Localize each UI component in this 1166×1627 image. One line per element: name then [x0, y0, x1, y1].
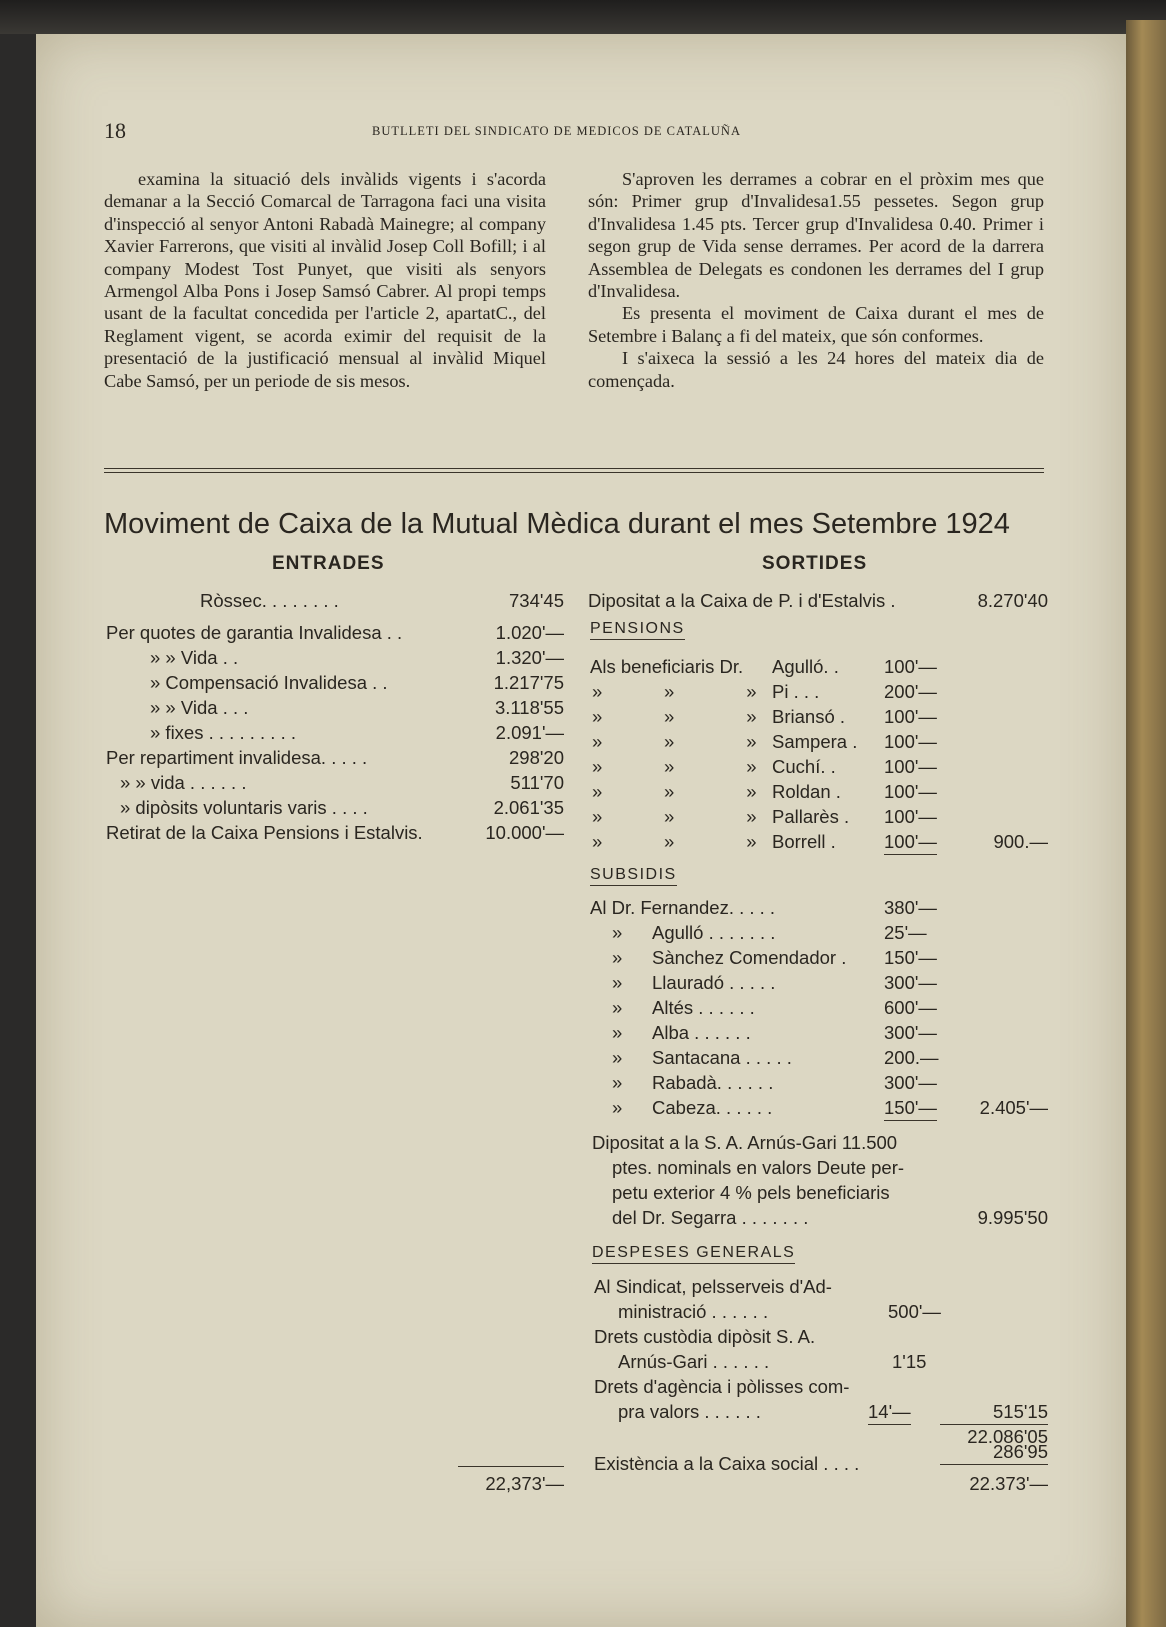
- subsidis-heading: SUBSIDIS: [590, 866, 677, 886]
- ditto-mark: »: [612, 972, 623, 993]
- deposit-label: Dipositat a la Caixa de P. i d'Estalvis .: [588, 590, 896, 611]
- page-title: Moviment de Caixa de la Mutual Mèdica durant el mes Setembre 1924: [104, 508, 1010, 540]
- entrada-amount: 2.091'—: [495, 722, 564, 743]
- entrada-label: » Compensació Invalidesa . .: [150, 672, 388, 693]
- text-column-right: [588, 168, 1044, 392]
- ditto-mark: »: [612, 947, 623, 968]
- pension-name: Roldan .: [772, 781, 841, 802]
- despesa-amount: 500'—: [888, 1301, 941, 1322]
- existencia-amount: 286'95: [940, 1441, 1048, 1465]
- despesa-line: pra valors . . . . . .: [618, 1401, 761, 1422]
- subsidi-amount: 300'—: [884, 1072, 937, 1093]
- total-rule: [458, 1466, 564, 1467]
- despesa-line: Drets custòdia dipòsit S. A.: [594, 1326, 816, 1347]
- entrada-amount: 3.118'55: [494, 697, 564, 718]
- page-number: 18: [104, 118, 126, 143]
- entrada-label: Ròssec. . . . . . . .: [200, 590, 339, 611]
- subsidi-amount: 150'—: [884, 947, 937, 968]
- pension-amount: 200'—: [884, 681, 937, 702]
- pensions-heading: PENSIONS: [590, 620, 685, 640]
- pension-amount: 100'—: [884, 806, 937, 827]
- segarra-line: Dipositat a la S. A. Arnús-Gari 11.500: [592, 1132, 898, 1153]
- text-column-left: [104, 168, 546, 392]
- paragraph: examina la situació dels invàlids vigents i s'acorda demanar a la Secció Comarcal de Tarragona faci una visita d'inspecció al senyor Antoni Rabadà Mainegre; al company Xavier Farrerons, que visiti al invàlid Josep Coll Bofill; i al company Modest Tost Punyet, que visiti als senyors Armengol Alba Pons i Josep Samsó Cabrer. Al propi temps usant de la facultat concedida per l'article 2, apartatC., del Reglament vigent, se acorda eximir del requisit de la presentació de la justificació mensual al invàlid Miquel Cabe Samsó, per un periode de sis mesos.: [104, 169, 546, 391]
- pension-name: Pallarès .: [772, 806, 850, 827]
- subsidi-name: Rabadà. . . . . .: [652, 1072, 774, 1093]
- ditto-mark: »: [612, 1022, 623, 1043]
- subsidi-amount: 150'—: [884, 1097, 937, 1121]
- entrada-label: » » vida . . . . . .: [120, 772, 247, 793]
- entrada-label: Per repartiment invalidesa. . . . .: [106, 747, 368, 768]
- subsidi-amount: 300'—: [884, 972, 937, 993]
- pensions-intro: Als beneficiaris Dr.: [590, 656, 744, 677]
- ditto-mark: »: [612, 1097, 623, 1118]
- segarra-line: del Dr. Segarra . . . . . . .: [612, 1207, 809, 1228]
- subsidis-total: 2.405'—: [979, 1097, 1048, 1118]
- segarra-line: petu exterior 4 % pels beneficiaris: [612, 1182, 890, 1203]
- despesa-line: Arnús-Gari . . . . . .: [618, 1351, 770, 1372]
- despesa-line: ministració . . . . . .: [618, 1301, 769, 1322]
- paragraph: S'aproven les derrames a cobrar en el pròxim mes que són: Primer grup d'Invalidesa1.55 pessetes. Segon grup d'Invalidesa 1.45 pts. Tercer grup d'Invalidesa 0.40. Primer i segon grup de Vida sense derrames. Per acord de la darrera Assemblea de Delegats es condonen les derrames del I grup d'Invalidesa.: [588, 169, 1044, 302]
- ditto-marks: » » »: [592, 681, 757, 702]
- pension-name: Agulló. .: [772, 656, 839, 677]
- ditto-marks: » » »: [592, 706, 757, 727]
- pension-amount: 100'—: [884, 656, 937, 677]
- entrada-label: Per quotes de garantia Invalidesa . .: [106, 622, 403, 643]
- subsidi-amount: 600'—: [884, 997, 937, 1018]
- ditto-mark: »: [612, 1047, 623, 1068]
- pension-amount: 100'—: [884, 731, 937, 752]
- pension-name: Cuchí. .: [772, 756, 836, 777]
- entrada-amount: 734'45: [509, 590, 564, 611]
- sortides-heading: SORTIDES: [762, 553, 868, 574]
- paragraph: I s'aixeca la sessió a les 24 hores del mateix dia de començada.: [588, 348, 1044, 391]
- entrada-amount: 298'20: [509, 747, 564, 768]
- entrada-label: Retirat de la Caixa Pensions i Estalvis.: [106, 822, 423, 843]
- subsidi-name: Al Dr. Fernandez. . . . .: [590, 897, 776, 918]
- entrada-amount: 1.320'—: [495, 647, 564, 668]
- entrada-label: » dipòsits voluntaris varis . . . .: [120, 797, 368, 818]
- section-divider: [104, 468, 1044, 473]
- pension-name: Sampera .: [772, 731, 858, 752]
- entrada-amount: 1.020'—: [495, 622, 564, 643]
- despesa-line: Al Sindicat, pelsserveis d'Ad-: [594, 1276, 832, 1297]
- entrada-amount: 10.000'—: [485, 822, 564, 843]
- entrada-label: » » Vida . .: [150, 647, 239, 668]
- entrades-heading: ENTRADES: [272, 553, 385, 574]
- ditto-marks: » » »: [592, 781, 757, 802]
- subsidi-name: Llauradó . . . . .: [652, 972, 776, 993]
- pension-name: Pi . . .: [772, 681, 820, 702]
- ditto-marks: » » »: [592, 831, 757, 852]
- subsidi-amount: 200.—: [884, 1047, 939, 1068]
- segarra-amount: 9.995'50: [977, 1207, 1048, 1228]
- despesa-amount: 14'—: [868, 1401, 911, 1425]
- ditto-mark: »: [612, 1072, 623, 1093]
- ditto-marks: » » »: [592, 756, 757, 777]
- deposit-amount: 8.270'40: [977, 590, 1048, 611]
- pension-name: Briansó .: [772, 706, 846, 727]
- entrades-total: 22,373'—: [485, 1473, 564, 1494]
- existencia-label: Existència a la Caixa social . . . .: [594, 1453, 860, 1474]
- subsidi-name: Altés . . . . . .: [652, 997, 755, 1018]
- pension-amount: 100'—: [884, 756, 937, 777]
- entrada-label: » » Vida . . .: [150, 697, 249, 718]
- paragraph: Es presenta el moviment de Caixa durant el mes de Setembre i Balanç a fi del mateix, que són conformes.: [588, 303, 1044, 346]
- running-head: BUTLLETI DEL SINDICATO DE MEDICOS DE CATALUÑA: [372, 124, 741, 138]
- pension-name: Borrell .: [772, 831, 836, 852]
- subtotal: 22.086'05: [967, 1426, 1048, 1447]
- pension-amount: 100'—: [884, 831, 937, 855]
- ditto-mark: »: [612, 997, 623, 1018]
- entrada-label: » fixes . . . . . . . . .: [150, 722, 296, 743]
- subsidi-amount: 300'—: [884, 1022, 937, 1043]
- pension-amount: 100'—: [884, 781, 937, 802]
- subsidi-name: Alba . . . . . .: [652, 1022, 751, 1043]
- entrada-amount: 511'70: [510, 772, 564, 793]
- pensions-total: 900.—: [993, 831, 1048, 852]
- scan-background: [0, 0, 1166, 34]
- subsidi-name: Santacana . . . . .: [652, 1047, 792, 1068]
- ditto-mark: »: [612, 922, 623, 943]
- segarra-line: ptes. nominals en valors Deute per-: [612, 1157, 905, 1178]
- grand-total: 22.373'—: [969, 1473, 1048, 1494]
- despeses-total: 515'15: [940, 1401, 1048, 1425]
- entrada-amount: 1.217'75: [493, 672, 564, 693]
- despesa-amount: 1'15: [892, 1351, 927, 1372]
- ditto-marks: » » »: [592, 731, 757, 752]
- despesa-line: Drets d'agència i pòlisses com-: [594, 1376, 850, 1397]
- subsidi-amount: 25'—: [884, 922, 927, 943]
- subsidi-amount: 380'—: [884, 897, 937, 918]
- pension-amount: 100'—: [884, 706, 937, 727]
- subsidi-name: Cabeza. . . . . .: [652, 1097, 773, 1118]
- book-spine: [1126, 20, 1166, 1627]
- subsidi-name: Sànchez Comendador .: [652, 947, 847, 968]
- ditto-marks: » » »: [592, 806, 757, 827]
- despeses-heading: DESPESES GENERALS: [592, 1244, 795, 1264]
- entrada-amount: 2.061'35: [493, 797, 564, 818]
- subsidi-name: Agulló . . . . . . .: [652, 922, 776, 943]
